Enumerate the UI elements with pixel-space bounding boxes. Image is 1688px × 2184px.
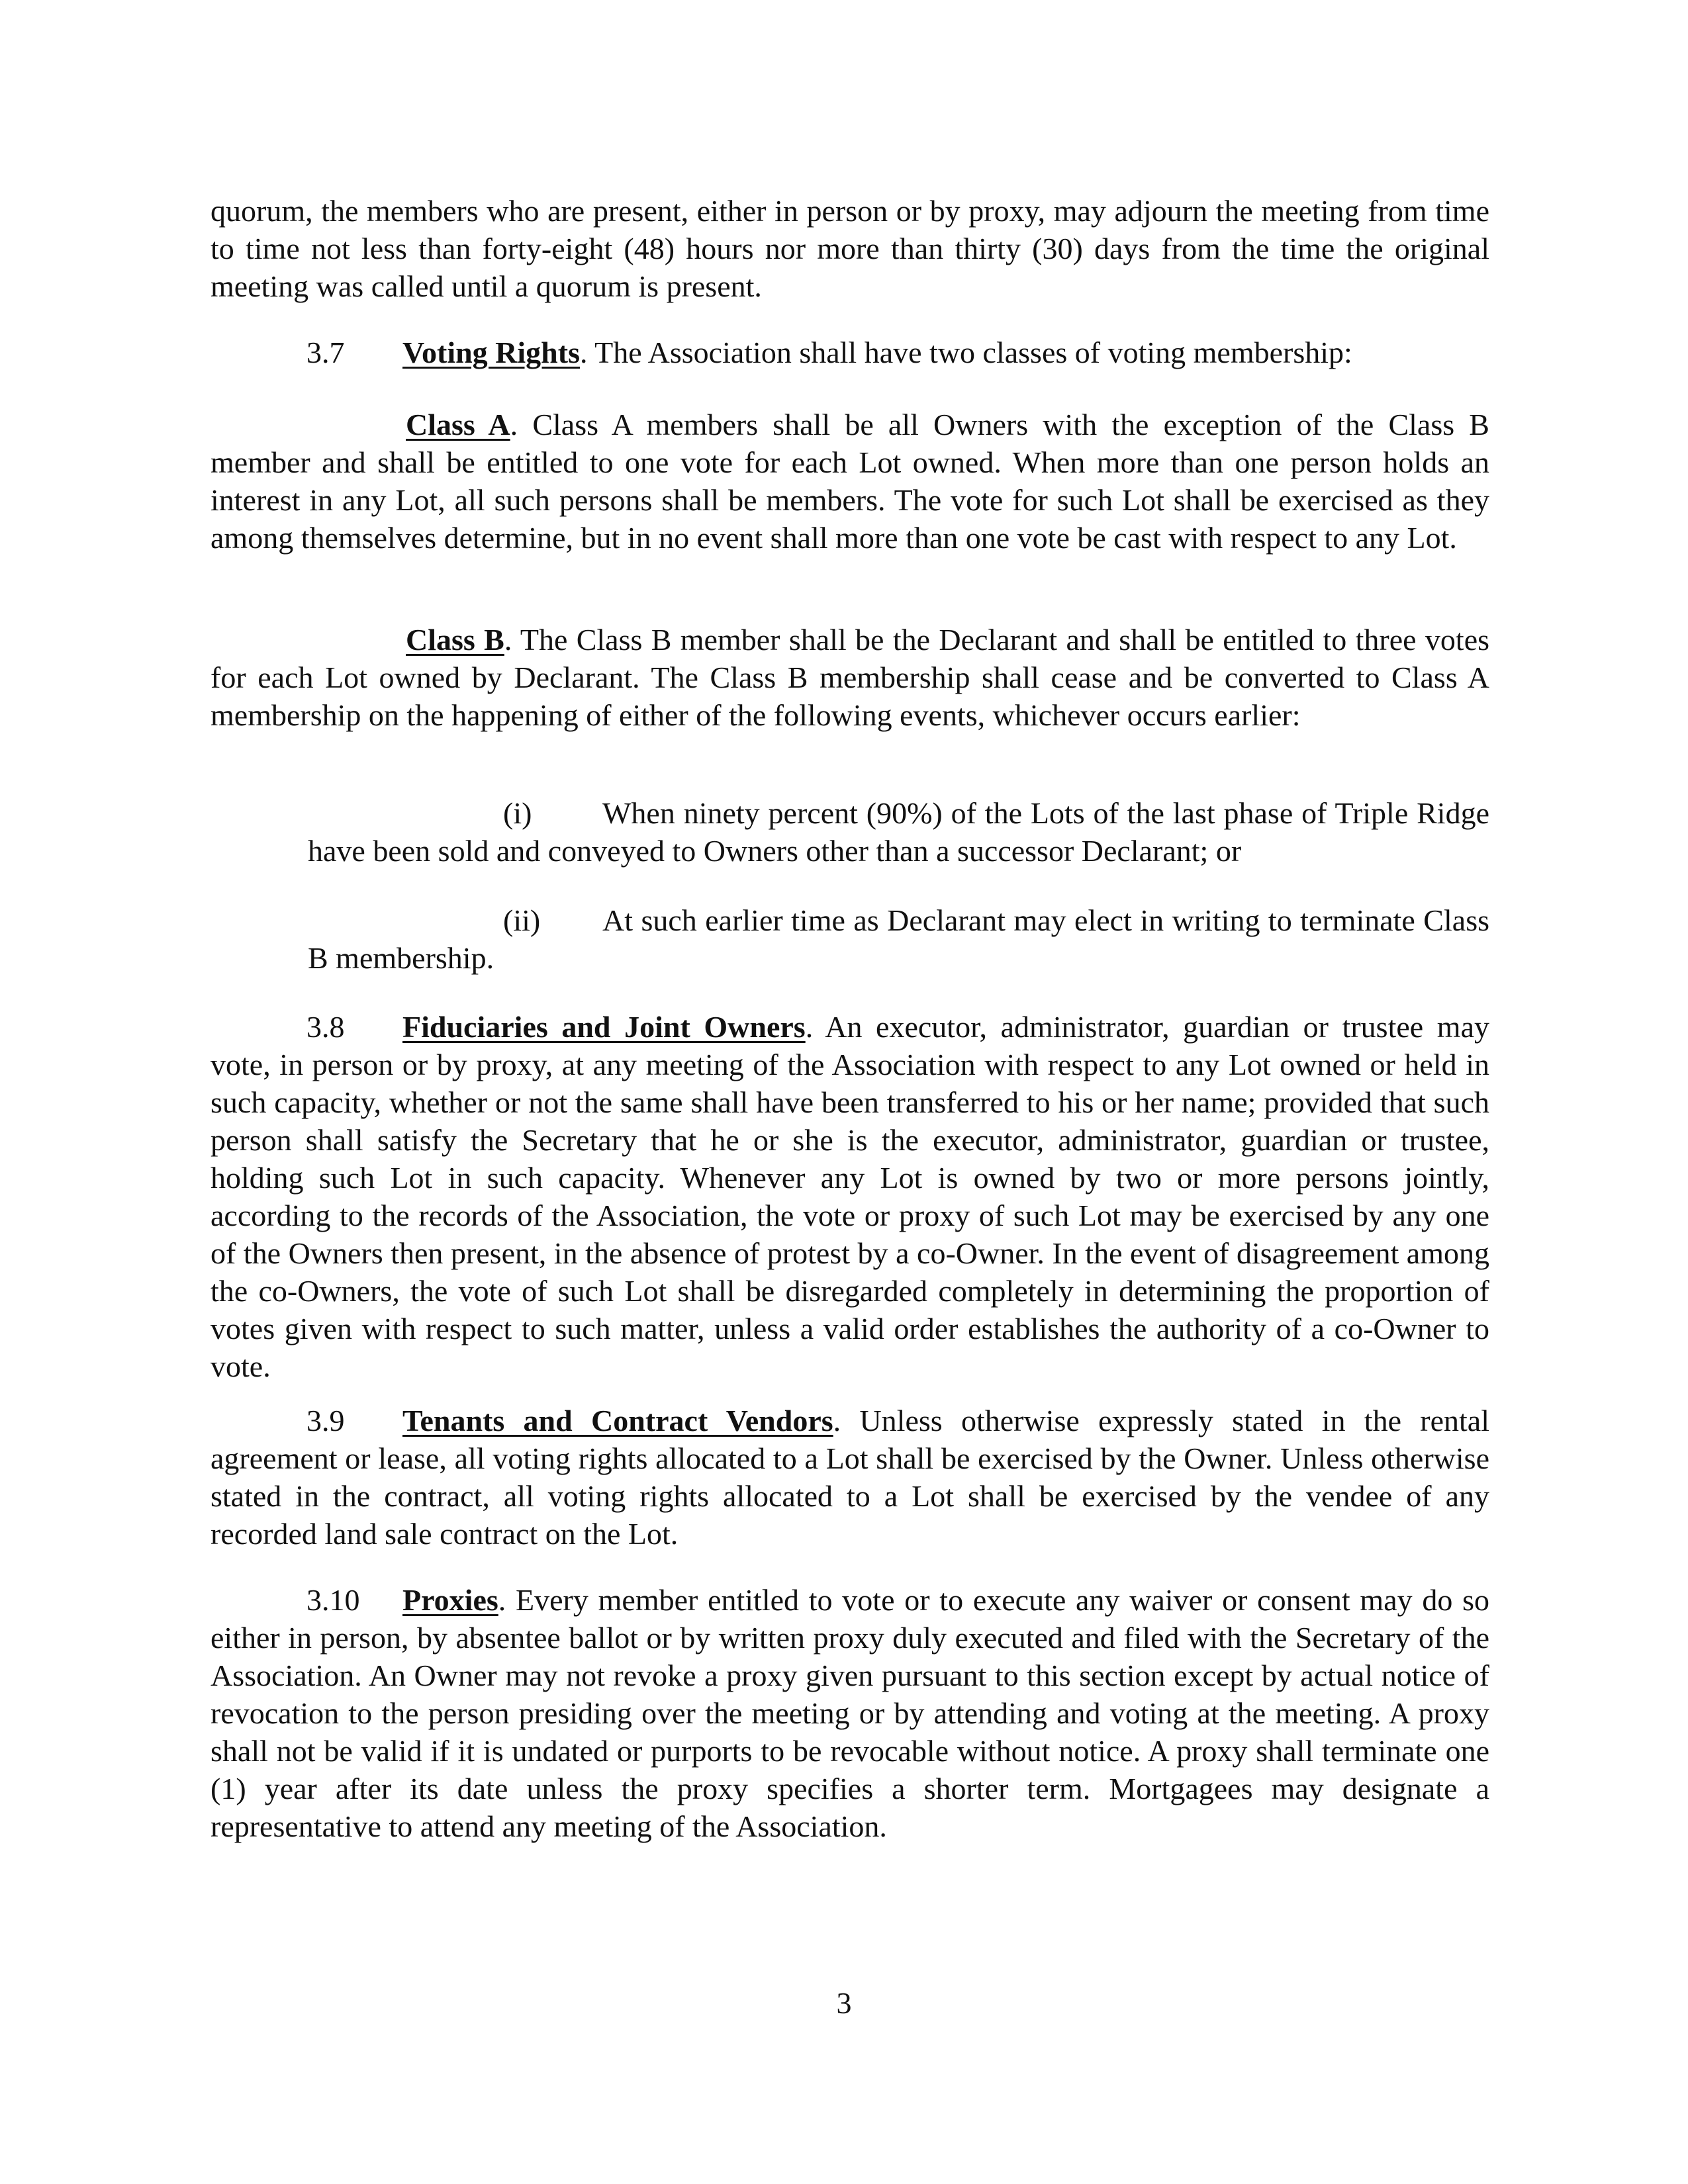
section-3-8 bbox=[211, 1008, 1489, 1385]
section-heading: Fiduciaries and Joint Owners bbox=[402, 1010, 806, 1044]
section-3-7 bbox=[211, 334, 1489, 371]
section-heading: Tenants and Contract Vendors bbox=[402, 1404, 833, 1437]
section-number: 3.8 bbox=[306, 1010, 345, 1044]
section-number: 3.9 bbox=[306, 1404, 345, 1437]
section-text: . An executor, administrator, guardian or trustee may vote, in person or by proxy, at any meeting of the Association with respect to any Lot owned or held in such capacity, whether or not the same shall have been transferred to his or her name; provided that such person shall satisfy the Secretary that he or she is the executor, administrator, guardian or trustee, holding such Lot in such capacity. Whenever any Lot is owned by two or more persons jointly, according to the records of the Association, the vote or proxy of such Lot may be exercised by any one of the Owners then present, in the absence of protest by a co-Owner. In the event of disagreement among the co-Owners, the vote of such Lot shall be disregarded completely in determining the proportion of votes given with respect to such matter, unless a valid order establishes the authority of a co-Owner to vote. bbox=[211, 1010, 1489, 1383]
list-item-text: When ninety percent (90%) of the Lots of the last phase of Triple Ridge have been sold and conveyed to Owners other than a successor Declarant; or bbox=[308, 796, 1489, 868]
section-3-10 bbox=[211, 1581, 1489, 1845]
continuation-paragraph bbox=[211, 192, 1489, 305]
list-item-ii bbox=[308, 901, 1489, 977]
section-number: 3.10 bbox=[306, 1583, 360, 1617]
section-text: . Unless otherwise expressly stated in the rental agreement or lease, all voting rights allocated to a Lot shall be exercised by the Owner. Unless otherwise stated in the contract, all voting rights allocated to a Lot shall be exercised by the vendee of any recorded land sale contract on the Lot. bbox=[211, 1404, 1489, 1551]
class-b-heading: Class B bbox=[406, 623, 504, 657]
class-b-text: . The Class B member shall be the Declarant and shall be entitled to three votes for each Lot owned by Declarant. The Class B membership shall cease and be converted to Class A membership on the happening of either of the following events, whichever occurs earlier: bbox=[211, 623, 1490, 732]
section-text: . The Association shall have two classes of voting membership: bbox=[579, 336, 1352, 369]
list-item-i bbox=[308, 794, 1489, 870]
page-number: 3 bbox=[836, 1986, 852, 2020]
list-item-text: At such earlier time as Declarant may elect in writing to terminate Class B membership. bbox=[308, 903, 1489, 975]
class-a-text: . Class A members shall be all Owners with the exception of the Class B member and shall be entitled to one vote for each Lot owned. When more than one person holds an interest in any Lot, all such persons shall be members. The vote for such Lot shall be exercised as they among themselves determine, but in no event shall more than one vote be cast with respect to any Lot. bbox=[211, 408, 1489, 555]
section-3-9 bbox=[211, 1402, 1489, 1553]
section-heading: Voting Rights bbox=[402, 336, 580, 369]
class-a-paragraph bbox=[211, 406, 1489, 557]
class-b-paragraph bbox=[211, 621, 1489, 734]
list-item-number: (i) bbox=[503, 796, 532, 830]
section-number: 3.7 bbox=[306, 336, 345, 369]
list-item-number: (ii) bbox=[503, 903, 541, 937]
class-a-heading: Class A bbox=[406, 408, 510, 441]
section-text: . Every member entitled to vote or to execute any waiver or consent may do so either in person, by absentee ballot or by written proxy duly executed and filed with the Secretary of the Association. An Owner may not revoke a proxy given pursuant to this section except by actual notice of revocation to the person presiding over the meeting or by attending and voting at the meeting. A proxy shall not be valid if it is undated or purports to be revocable without notice. A proxy shall terminate one (1) year after its date unless the proxy specifies a shorter term. Mortgagees may designate a representative to attend any meeting of the Association. bbox=[211, 1583, 1489, 1843]
continuation-text: quorum, the members who are present, either in person or by proxy, may adjourn the meeting from time to time not less than forty-eight (48) hours nor more than thirty (30) days from the time the original meeting was called until a quorum is present. bbox=[211, 194, 1489, 303]
section-heading: Proxies bbox=[402, 1583, 498, 1617]
